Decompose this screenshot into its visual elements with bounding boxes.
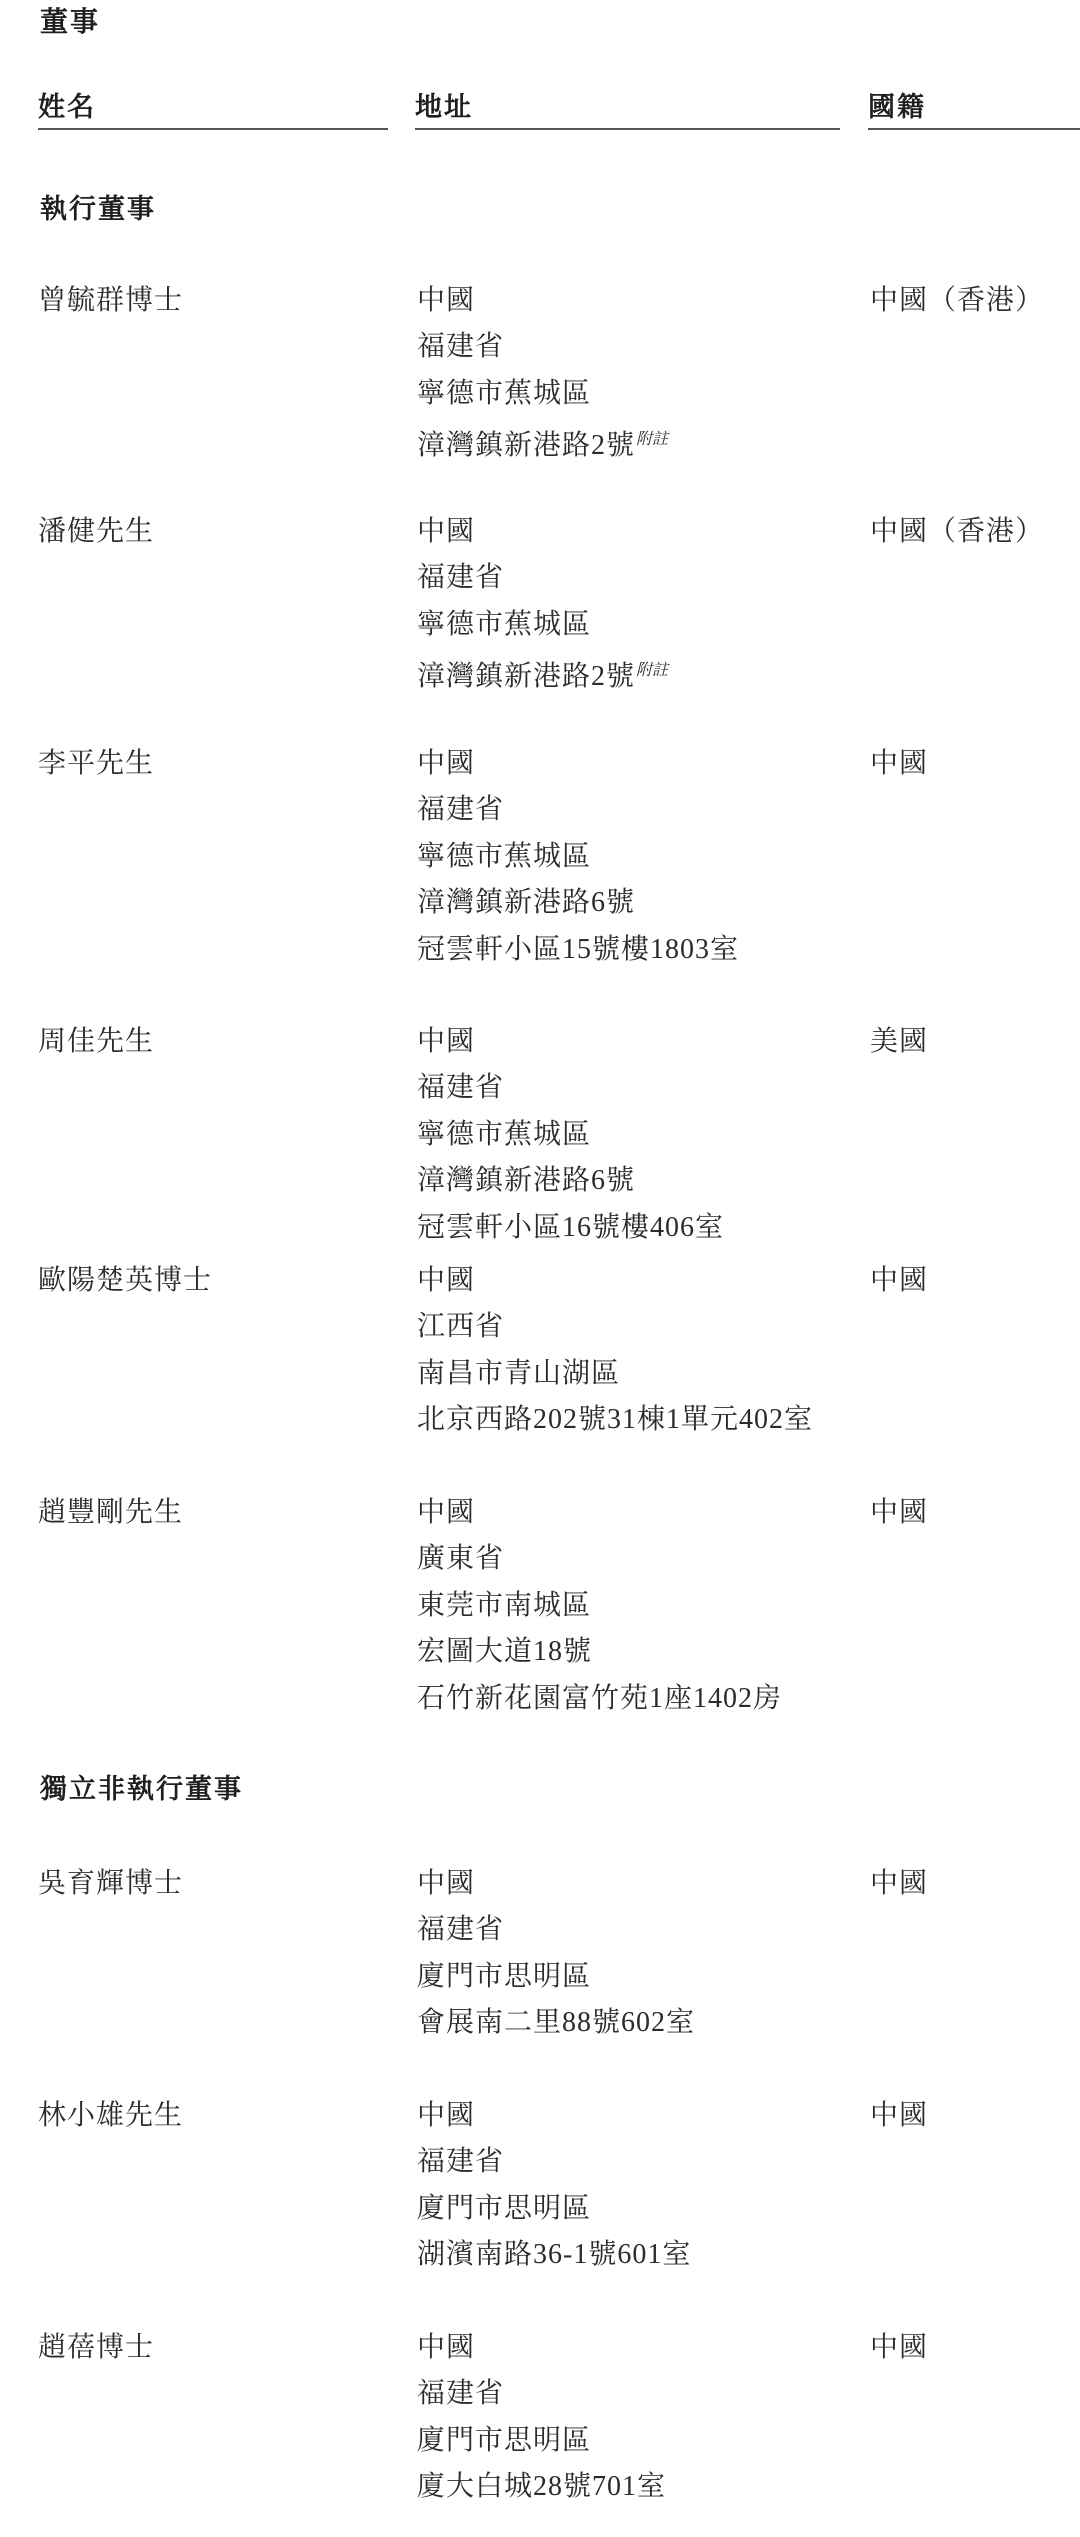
address-line: 廈門市思明區 bbox=[417, 1960, 592, 1992]
address-line: 寧德市蕉城區 bbox=[417, 608, 592, 640]
column-header-address: 地址 bbox=[415, 88, 840, 130]
address-line: 福建省 bbox=[417, 1072, 505, 1104]
director-address bbox=[417, 1861, 695, 2047]
footnote-marker: 附註 bbox=[636, 662, 669, 680]
address-line: 會展南二里88號602室 bbox=[417, 2007, 696, 2039]
column-header-name: 姓名 bbox=[38, 88, 388, 130]
address-line: 湖濱南路36-1號601室 bbox=[417, 2239, 692, 2271]
address-line: 中國 bbox=[417, 1026, 476, 1057]
address-line: 中國 bbox=[417, 516, 476, 547]
column-header-nationality: 國籍 bbox=[868, 88, 1080, 130]
address-line: 冠雲軒小區15號樓1803室 bbox=[417, 933, 740, 965]
director-name: 曾毓群博士 bbox=[38, 285, 184, 316]
director-nationality: 中國（香港） bbox=[870, 516, 1045, 547]
address-line: 廈門市思明區 bbox=[417, 2424, 592, 2456]
address-line: 福建省 bbox=[417, 331, 505, 363]
address-line: 福建省 bbox=[417, 2378, 505, 2410]
address-line: 廈門市思明區 bbox=[417, 2192, 592, 2224]
section-title-executive-directors: 執行董事 bbox=[40, 194, 156, 225]
section-title-independent-non-executive-directors: 獨立非執行董事 bbox=[40, 1774, 243, 1805]
address-line: 寧德市蕉城區 bbox=[417, 377, 592, 409]
director-name: 林小雄先生 bbox=[38, 2100, 184, 2131]
address-line: 廈大白城28號701室 bbox=[417, 2471, 667, 2503]
director-name: 李平先生 bbox=[38, 748, 155, 779]
address-line: 東莞市南城區 bbox=[417, 1589, 592, 1621]
address-line: 中國 bbox=[417, 285, 476, 316]
director-name: 趙豐剛先生 bbox=[38, 1497, 184, 1528]
address-line: 福建省 bbox=[417, 562, 505, 594]
address-line: 中國 bbox=[417, 1265, 476, 1296]
director-address bbox=[417, 1490, 782, 1722]
director-address bbox=[417, 741, 739, 973]
address-line: 廣東省 bbox=[417, 1543, 505, 1575]
address-line-with-note bbox=[417, 648, 668, 694]
director-nationality: 中國 bbox=[870, 1868, 929, 1899]
address-line: 寧德市蕉城區 bbox=[417, 1118, 592, 1150]
address-line: 中國 bbox=[417, 2332, 476, 2363]
address-line: 福建省 bbox=[417, 794, 505, 826]
address-line: 中國 bbox=[417, 1868, 476, 1899]
address-line: 寧德市蕉城區 bbox=[417, 840, 592, 872]
footnote-marker: 附註 bbox=[636, 431, 669, 449]
address-line-with-note bbox=[417, 417, 668, 463]
director-name: 吳育輝博士 bbox=[38, 1868, 184, 1899]
director-nationality: 中國 bbox=[870, 2100, 929, 2131]
director-nationality: 中國 bbox=[870, 1265, 929, 1296]
address-line: 福建省 bbox=[417, 2146, 505, 2178]
director-name: 歐陽楚英博士 bbox=[38, 1265, 213, 1296]
address-line-text: 漳灣鎮新港路2號 bbox=[417, 661, 636, 693]
director-nationality: 中國 bbox=[870, 2332, 929, 2363]
director-name: 周佳先生 bbox=[38, 1026, 155, 1057]
address-line: 北京西路202號31棟1單元402室 bbox=[417, 1404, 814, 1436]
director-name: 潘健先生 bbox=[38, 516, 155, 547]
director-address bbox=[417, 2093, 691, 2279]
address-line: 漳灣鎮新港路6號 bbox=[417, 1165, 636, 1197]
address-line: 中國 bbox=[417, 1497, 476, 1528]
page-title: 董事 bbox=[40, 5, 101, 38]
address-line: 宏圖大道18號 bbox=[417, 1636, 593, 1668]
director-nationality: 中國 bbox=[870, 1497, 929, 1528]
address-line: 福建省 bbox=[417, 1914, 505, 1946]
director-nationality: 中國（香港） bbox=[870, 285, 1045, 316]
address-line: 南昌市青山湖區 bbox=[417, 1357, 621, 1389]
address-line: 冠雲軒小區16號樓406室 bbox=[417, 1211, 725, 1243]
address-line: 石竹新花園富竹苑1座1402房 bbox=[417, 1682, 783, 1714]
director-nationality: 美國 bbox=[870, 1026, 929, 1057]
director-nationality: 中國 bbox=[870, 748, 929, 779]
address-line: 漳灣鎮新港路6號 bbox=[417, 887, 636, 919]
address-line: 江西省 bbox=[417, 1311, 505, 1343]
address-line-text: 漳灣鎮新港路2號 bbox=[417, 430, 636, 462]
address-line: 中國 bbox=[417, 748, 476, 779]
director-address bbox=[417, 1258, 813, 1444]
director-address bbox=[417, 2325, 666, 2511]
director-address bbox=[417, 1019, 724, 1251]
director-name: 趙蓓博士 bbox=[38, 2332, 155, 2363]
address-line: 中國 bbox=[417, 2100, 476, 2131]
director-address bbox=[417, 509, 668, 695]
director-address bbox=[417, 278, 668, 464]
